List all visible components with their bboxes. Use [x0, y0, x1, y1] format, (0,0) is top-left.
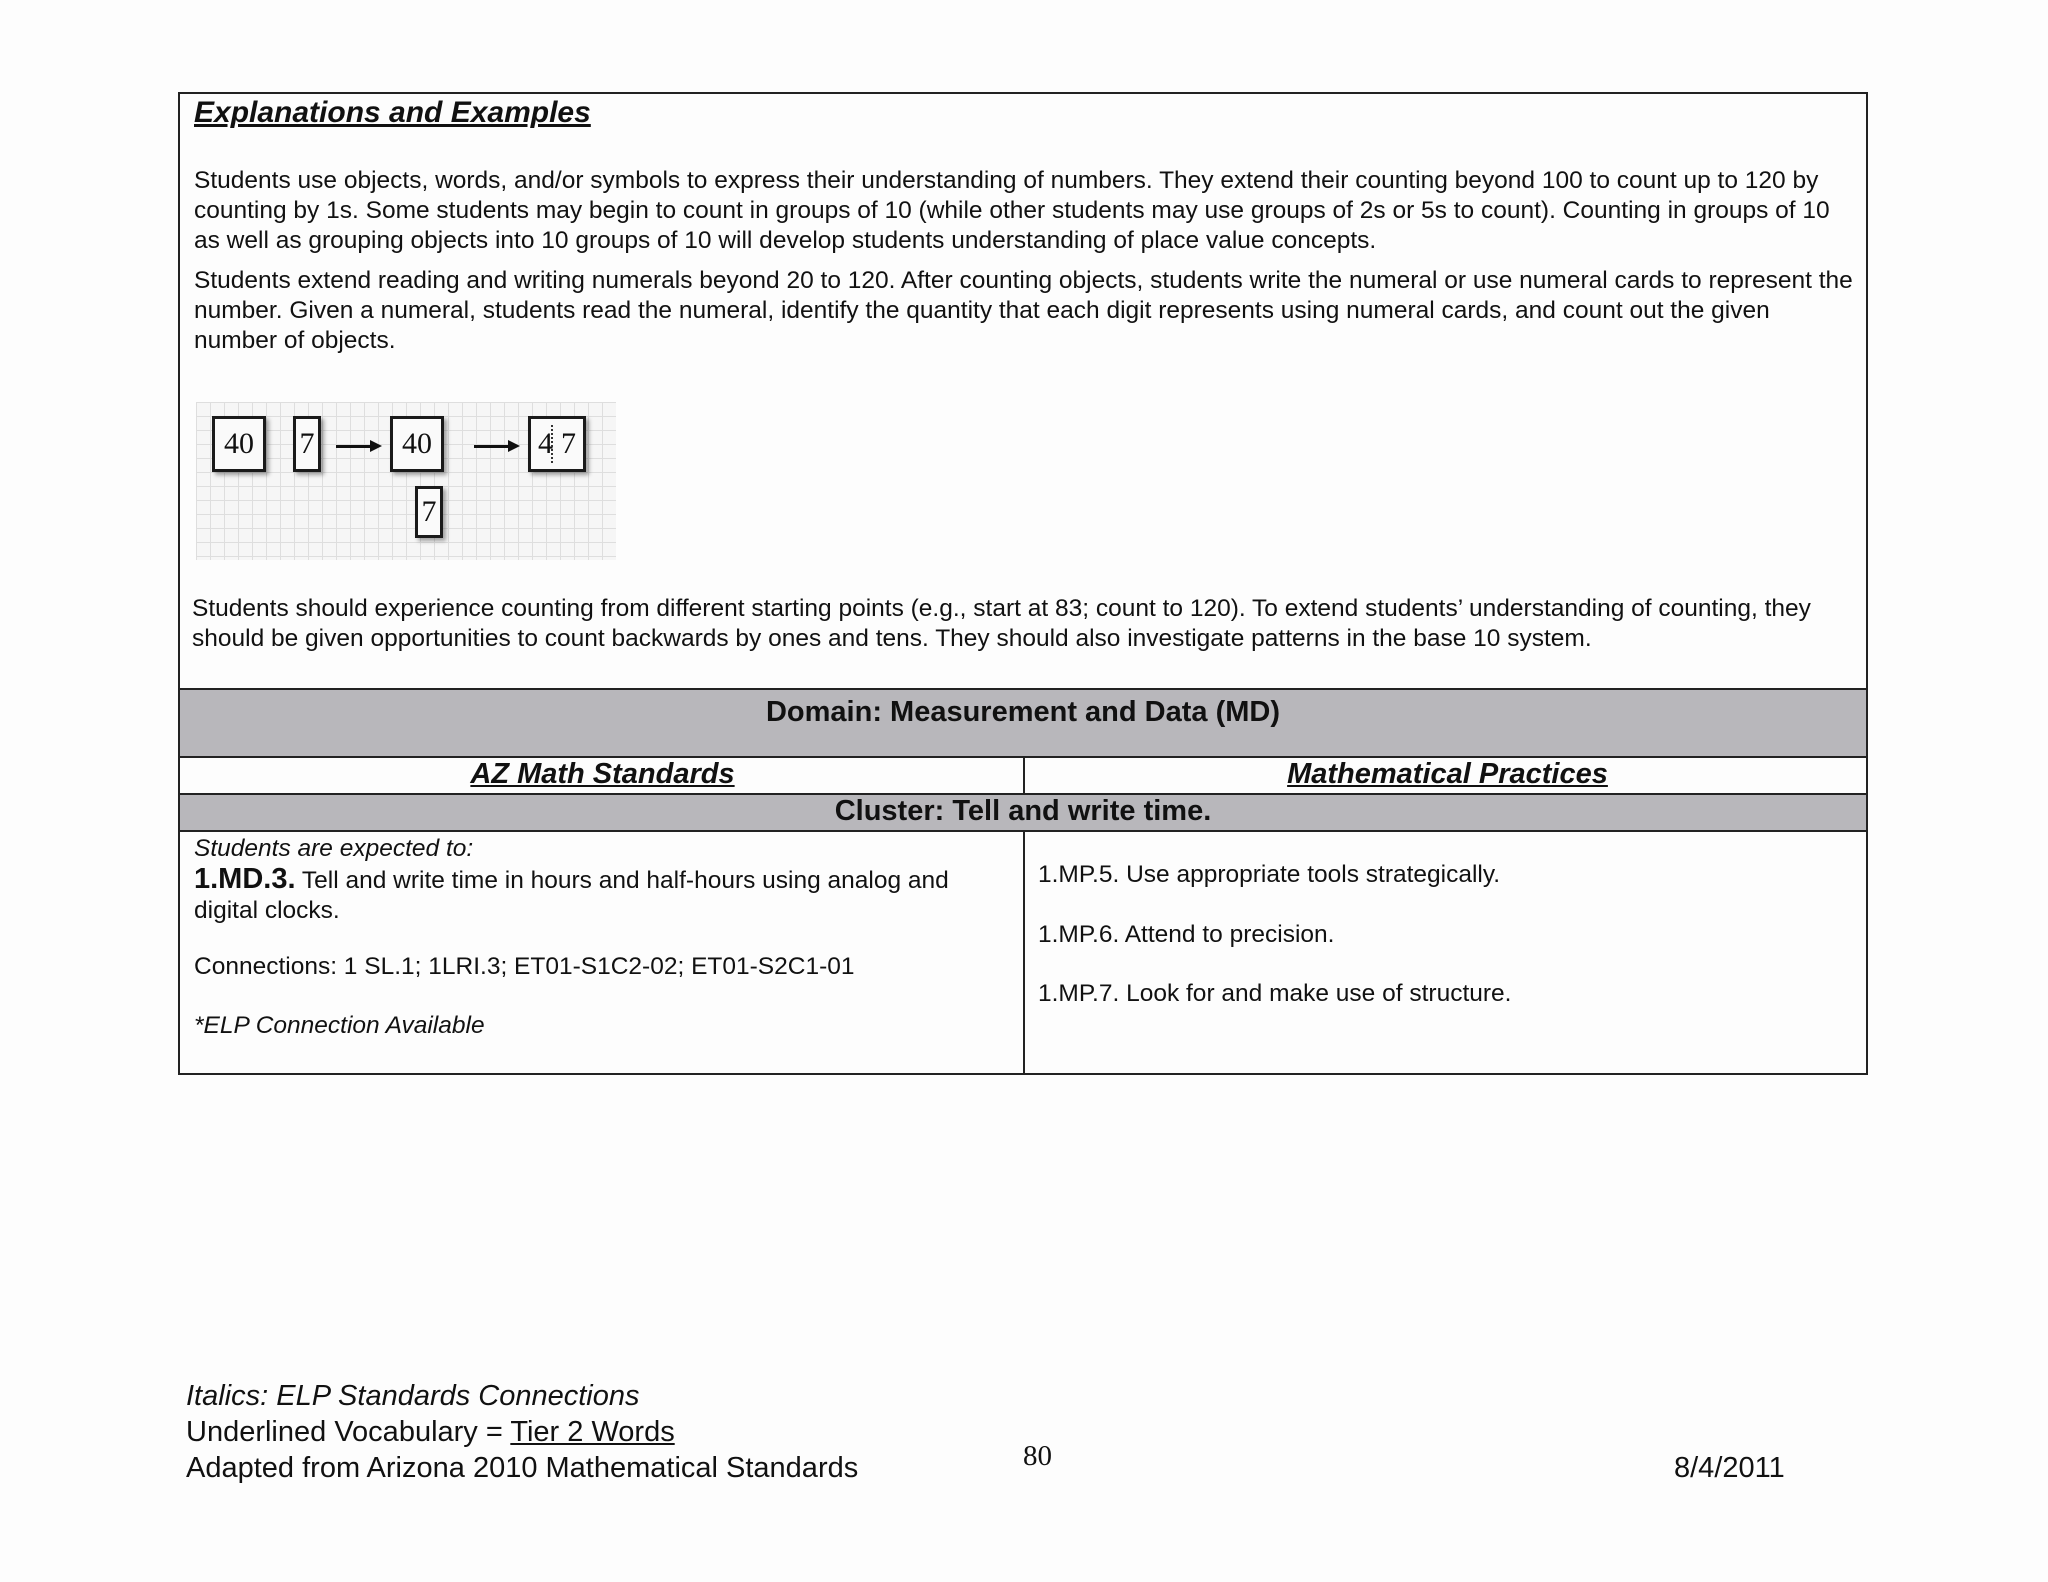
connections-text: Connections: 1 SL.1; 1LRI.3; ET01-S1C2-02; ET01-S2C1-01 — [194, 953, 855, 980]
footer-italics-note: Italics: ELP Standards Connections — [186, 1380, 640, 1412]
explanation-paragraph-1: Students use objects, words, and/or symbols to express their understanding of numbers. They extend their counting beyond 100 to count up to 120 by counting by 1s. Some students may begin to count in groups of 10 (while other students may use groups of 2s or 5s to count). Counting in groups of 10 as well as grouping objects into 10 groups of 10 will develop students understanding of place value concepts. — [194, 167, 1830, 254]
explanations-section — [180, 94, 1866, 688]
numeral-card-40-combined: 40 — [390, 416, 444, 472]
standards-table — [178, 92, 1868, 1075]
arrow-icon — [336, 445, 372, 448]
numeral-card-7: 7 — [293, 416, 321, 472]
header-az-math-standards: AZ Math Standards — [470, 758, 735, 790]
footer-source-note: Adapted from Arizona 2010 Mathematical Standards — [186, 1452, 859, 1484]
elp-connection-note: *ELP Connection Available — [194, 1012, 485, 1039]
column-divider — [1023, 758, 1025, 795]
numeral-cards-diagram — [196, 402, 616, 560]
explanations-title: Explanations and Examples — [194, 96, 591, 129]
footer-tier2-words: Tier 2 Words — [510, 1416, 675, 1448]
cluster-row — [180, 795, 1866, 832]
footer-vocabulary-note — [186, 1416, 675, 1449]
standard-code: 1.MD.3. — [194, 863, 296, 895]
practice-item: 1.MP.7. Look for and make use of structure. — [1038, 980, 1512, 1007]
practice-item: 1.MP.5. Use appropriate tools strategically. — [1038, 861, 1501, 888]
explanation-paragraph-3: Students should experience counting from different starting points (e.g., start at 83; count to 120). To extend students’ understanding of counting, they should be given opportunities to count backwards by ones and tens. They should also investigate patterns in the base 10 system. — [192, 595, 1811, 652]
numeral-card-7-combined: 7 — [415, 486, 443, 538]
column-divider — [1023, 832, 1025, 1073]
practice-item: 1.MP.6. Attend to precision. — [1038, 921, 1335, 948]
explanation-paragraph-2: Students extend reading and writing numerals beyond 20 to 120. After counting objects, students write the numeral or use numeral cards to represent the number. Given a numeral, students read the numeral, identify the quantity that each digit represents using numeral cards, and count out the given number of objects. — [194, 267, 1853, 354]
header-mathematical-practices: Mathematical Practices — [1287, 758, 1608, 790]
numeral-card-47 — [528, 416, 586, 472]
domain-title: Domain: Measurement and Data (MD) — [765, 696, 1280, 728]
cluster-title: Cluster: Tell and write time. — [834, 795, 1212, 827]
page-number: 80 — [1023, 1440, 1052, 1472]
expected-label: Students are expected to: — [194, 835, 474, 862]
numeral-card-47-ones: 7 — [561, 427, 576, 460]
numeral-card-40: 40 — [212, 416, 266, 472]
footer-date: 8/4/2011 — [1674, 1452, 1785, 1484]
domain-row — [180, 688, 1866, 758]
numeral-card-47-tens: 4 — [538, 427, 553, 460]
card-split-line — [551, 425, 553, 463]
standard-statement — [194, 864, 1014, 926]
arrow-icon — [474, 445, 510, 448]
footer-vocabulary-prefix: Underlined Vocabulary = — [186, 1416, 511, 1448]
standard-text: Tell and write time in hours and half-hours using analog and digital clocks. — [194, 867, 949, 924]
standard-cell — [194, 834, 1014, 1039]
